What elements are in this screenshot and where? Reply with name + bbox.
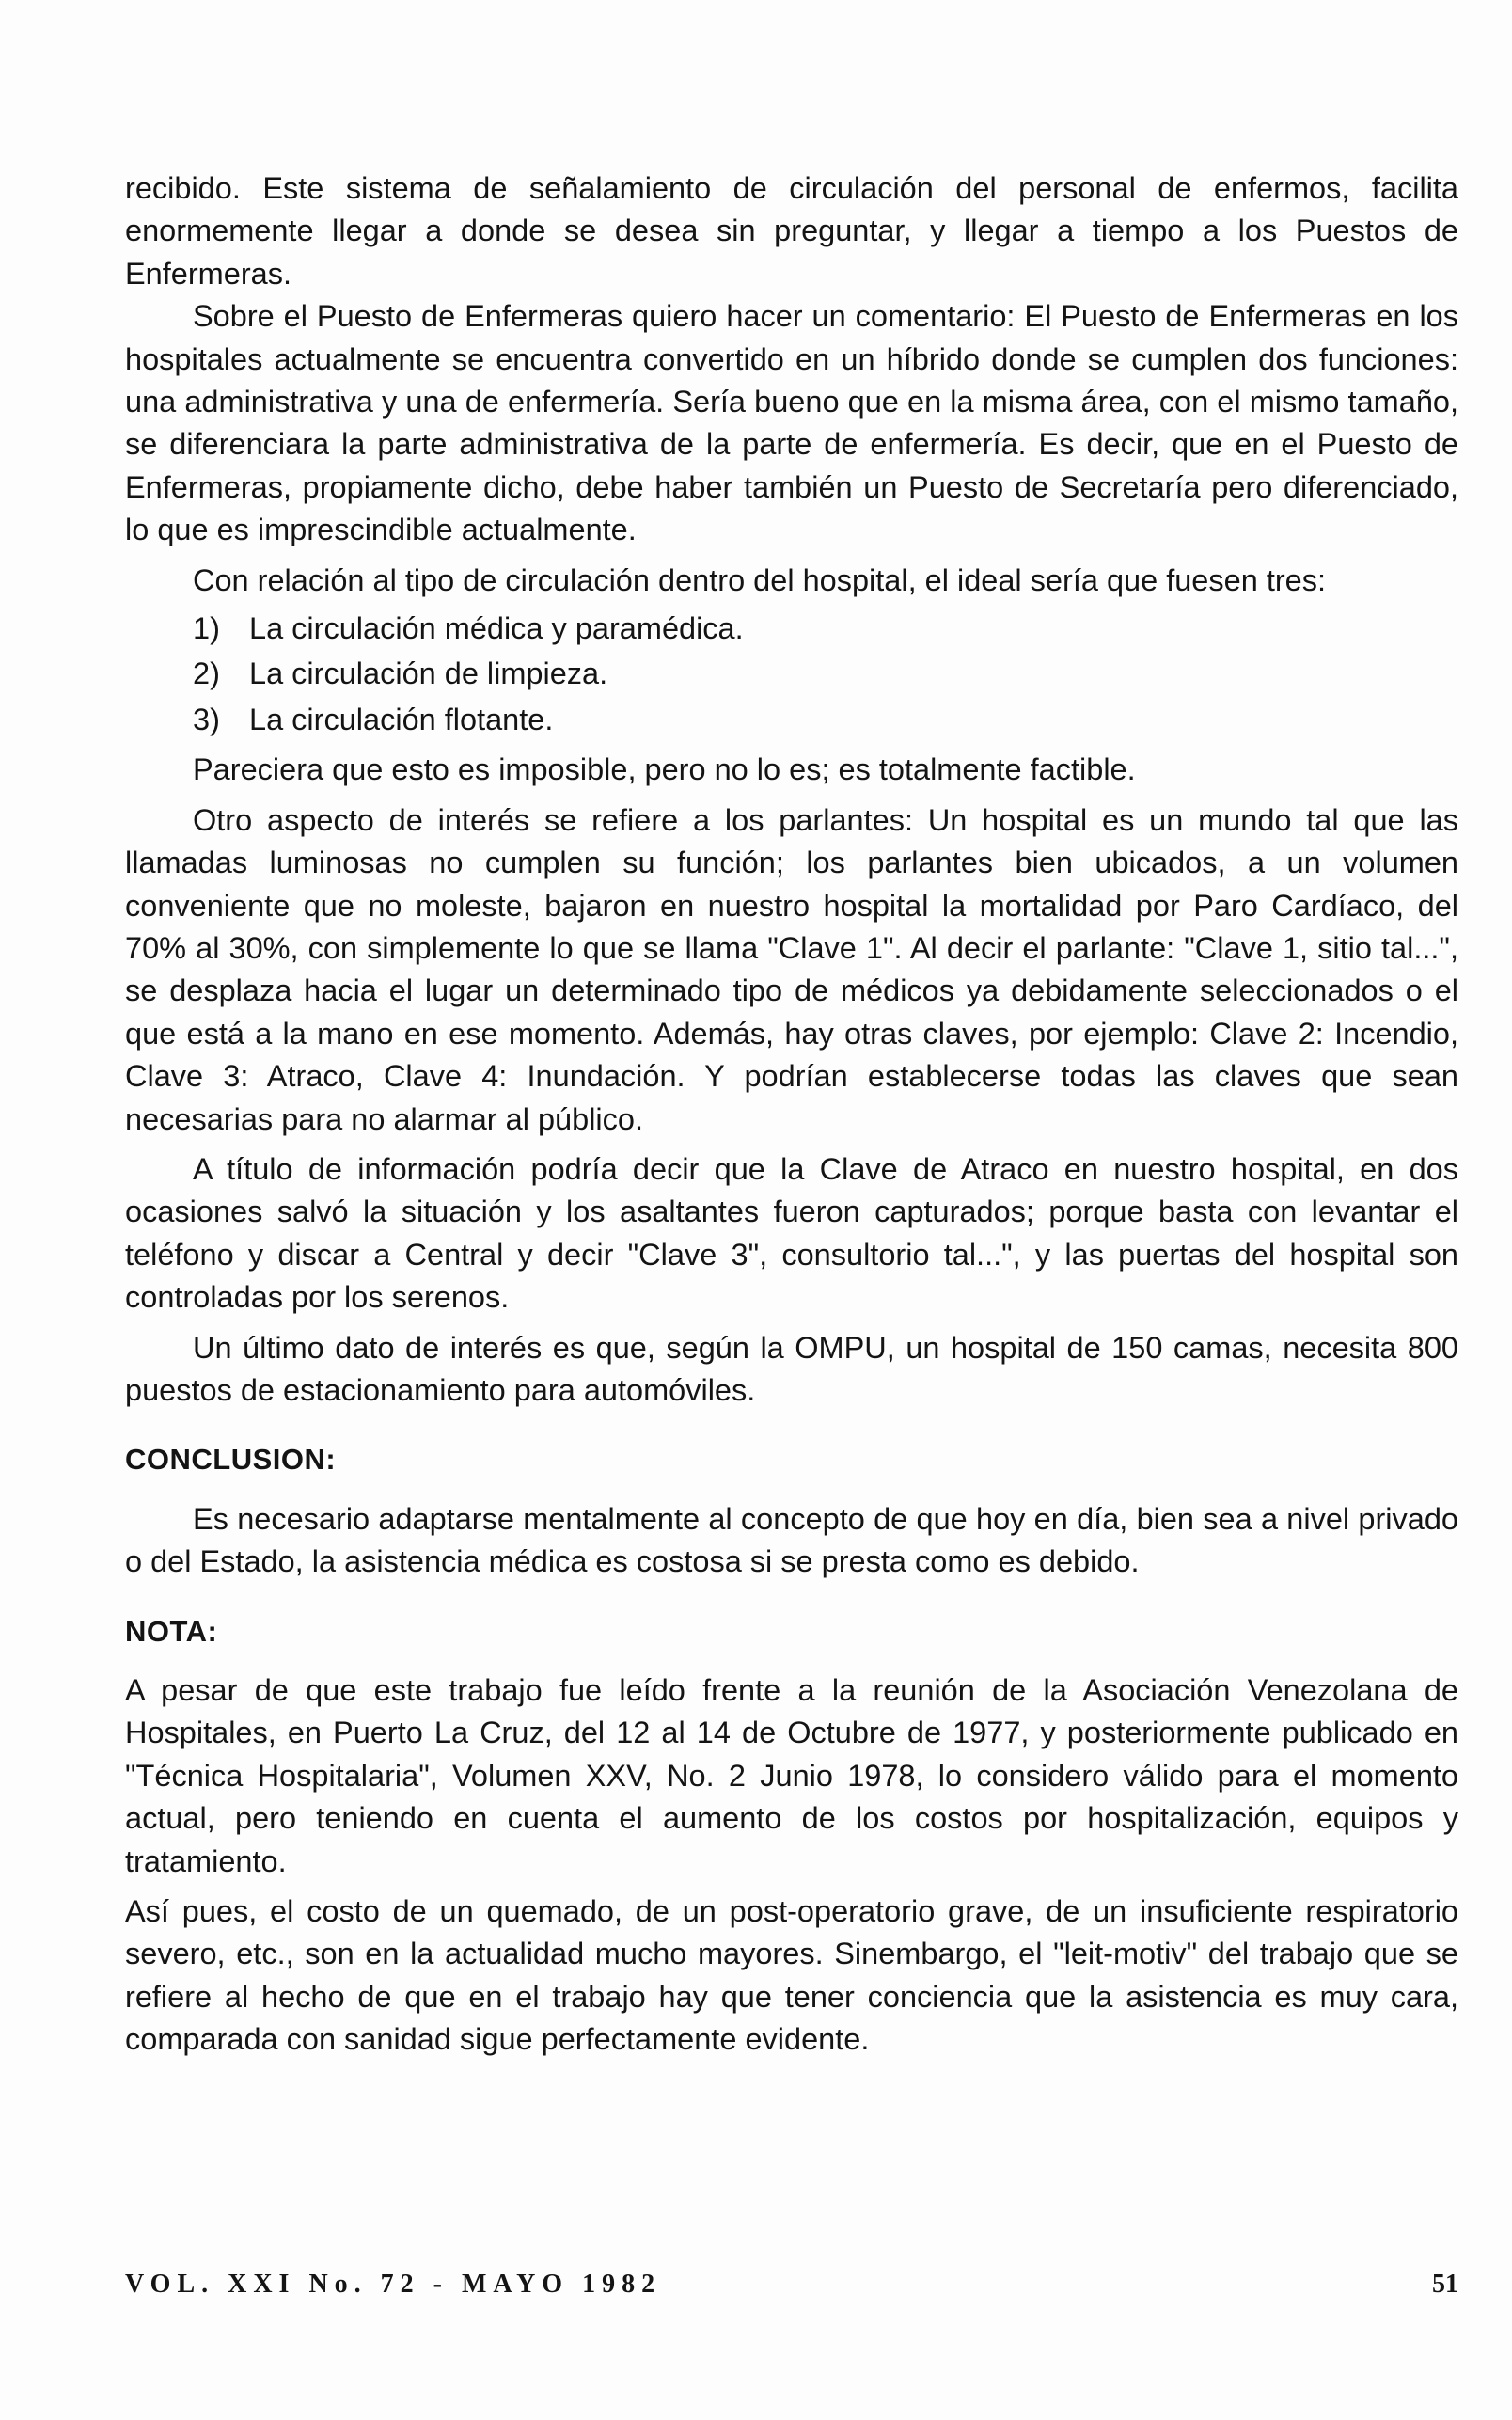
list-item-text: La circulación de limpieza. (249, 656, 608, 691)
paragraph-circulacion-intro: Con relación al tipo de circulación dentro del hospital, el ideal sería que fuesen tres: (193, 562, 1327, 597)
list-item (125, 608, 1458, 650)
paragraph-continuation: recibido. Este sistema de señalamiento de circulación del personal de enfermos, facilita enormemente llegar a donde se desea sin preguntar, y llegar a tiempo a los Puestos de Enfermeras. (125, 171, 1458, 291)
page-footer (125, 2270, 1458, 2307)
list-item-text: La circulación flotante. (249, 702, 554, 736)
nota-heading: NOTA: (125, 1614, 218, 1648)
list-item-number: 2) (193, 656, 220, 691)
journal-issue-line: VOL. XXI No. 72 - MAYO 1982 (125, 2270, 662, 2299)
article-body (125, 167, 1458, 2062)
list-item-text: La circulación médica y paramédica. (249, 611, 744, 646)
page-number: 51 (1432, 2270, 1458, 2299)
list-item (125, 653, 1458, 695)
list-item (125, 699, 1458, 741)
list-item-number: 3) (193, 702, 220, 736)
conclusion-text: Es necesario adaptarse mentalmente al concepto de que hoy en día, bien sea a nivel privado o del Estado, la asistencia médica es costosa si se presta como es debido. (125, 1501, 1458, 1579)
paragraph-parlantes: Otro aspecto de interés se refiere a los parlantes: Un hospital es un mundo tal que las llamadas luminosas no cumplen su función; los parlantes bien ubicados, a un volumen conveniente que no moleste, bajaron en nuestro hospital la mortalidad por Paro Cardíaco, del 70% al 30%, con simplemente lo que se llama "Clave 1". Al decir el parlante: "Clave 1, sitio tal...", se desplaza hacia el lugar un determinado tipo de médicos ya debidamente seleccionados o el que está a la mano en ese momento. Además, hay otras claves, por ejemplo: Clave 2: Incendio, Clave 3: Atraco, Clave 4: Inundación. Y podrían establecerse todas las claves que sean necesarias para no alarmar al público. (125, 802, 1458, 1136)
circulation-list (125, 608, 1458, 741)
paragraph-puesto-enfermeras: Sobre el Puesto de Enfermeras quiero hacer un comentario: El Puesto de Enfermeras en los hospitales actualmente se encuentra convertido en un híbrido donde se cumplen dos funciones: una administrativa y una de enfermería. Sería bueno que en la misma área, con el mismo tamaño, se diferenciara la parte administrativa de la parte de enfermería. Es decir, que en el Puesto de Enfermeras, propiamente dicho, debe haber también un Puesto de Secretaría pero diferenciado, lo que es imprescindible actualmente. (125, 299, 1458, 547)
paragraph-clave-atraco: A título de información podría decir que la Clave de Atraco en nuestro hospital, en dos ocasiones salvó la situación y los asaltantes fueron capturados; porque basta con levantar el teléfono y discar a Central y decir "Clave 3", consultorio tal...", y las puertas del hospital son controladas por los serenos. (125, 1151, 1458, 1315)
paragraph-estacionamiento: Un último dato de interés es que, según la OMPU, un hospital de 150 camas, necesita 800 puestos de estacionamiento para automóviles. (125, 1330, 1458, 1407)
conclusion-heading: CONCLUSION: (125, 1443, 337, 1477)
list-item-number: 1) (193, 611, 220, 646)
paragraph-factible: Pareciera que esto es imposible, pero no lo es; es totalmente factible. (193, 752, 1136, 787)
nota-paragraph-1: A pesar de que este trabajo fue leído frente a la reunión de la Asociación Venezolana de Hospitales, en Puerto La Cruz, del 12 al 14 de Octubre de 1977, y posteriormente publicado en "Técnica Hospitalaria", Volumen XXV, No. 2 Junio 1978, lo considero válido para el momento actual, pero teniendo en cuenta el aumento de los costos por hospitalización, equipos y tratamiento. (125, 1673, 1458, 1878)
nota-paragraph-2: Así pues, el costo de un quemado, de un post-operatorio grave, de un insuficiente respiratorio severo, etc., son en la actualidad mucho mayores. Sinembargo, el "leit-motiv" del trabajo que se refiere al hecho de que en el trabajo hay que tener conciencia que la asistencia es muy cara, comparada con sanidad sigue perfectamente evidente. (125, 1894, 1458, 2057)
